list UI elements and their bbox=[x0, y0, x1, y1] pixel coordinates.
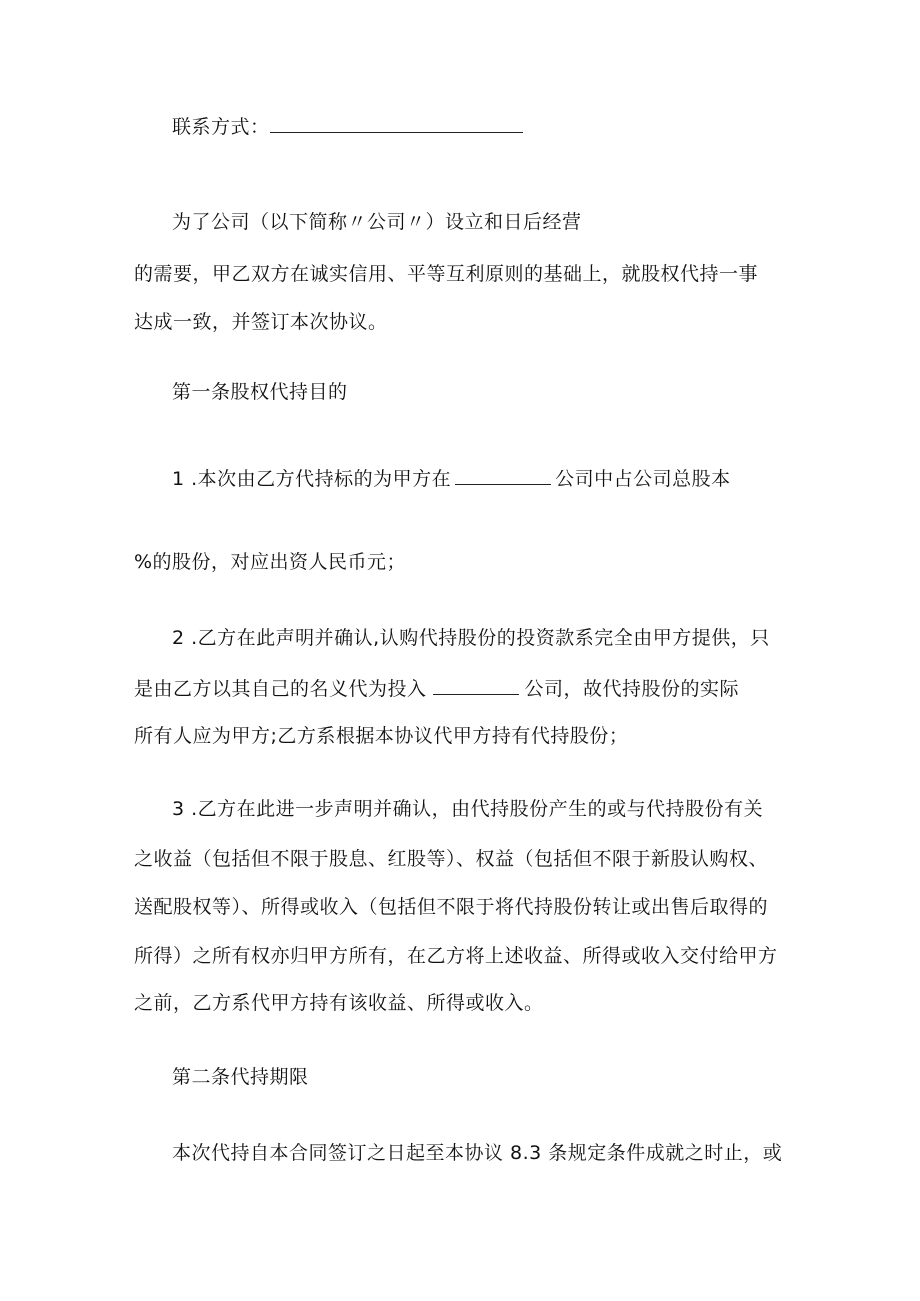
contact-blank bbox=[270, 114, 523, 133]
article1-item1-line2: %的股份，对应出资人民币元； bbox=[134, 551, 407, 573]
article1-item3-line1: 3 .乙方在此进一步声明并确认，由代持股份产生的或与代持股份有关 bbox=[172, 798, 764, 820]
article1-item2-line2 bbox=[134, 676, 739, 701]
article1-item3-line2: 之收益（包括但不限于股息、红股等）、权益（包括但不限于新股认购权、 bbox=[134, 848, 769, 870]
intro-line-3: 达成一致，并签订本次协议。 bbox=[134, 311, 388, 333]
article1-item3-line3: 送配股权等）、所得或收入（包括但不限于将代持股份转让或出售后取得的 bbox=[134, 896, 769, 918]
item1-prefix: 1 .本次由乙方代持标的为甲方在 bbox=[172, 468, 452, 490]
item2-prefix: 是由乙方以其自己的名义代为投入 bbox=[134, 678, 427, 700]
article1-item3-line5: 之前，乙方系代甲方持有该收益、所得或收入。 bbox=[134, 992, 544, 1014]
article1-heading: 第一条股权代持目的 bbox=[172, 381, 348, 403]
article1-item1-line1 bbox=[172, 466, 731, 491]
contact-line bbox=[172, 114, 523, 139]
contact-label: 联系方式： bbox=[172, 116, 270, 138]
article1-item3-line4: 所得）之所有权亦归甲方所有，在乙方将上述收益、所得或收入交付给甲方 bbox=[134, 945, 778, 967]
intro-line-2: 的需要，甲乙双方在诚实信用、平等互利原则的基础上，就股权代持一事 bbox=[134, 263, 759, 285]
article1-item2-line3: 所有人应为甲方;乙方系根据本协议代甲方持有代持股份； bbox=[134, 725, 629, 747]
item2-blank bbox=[433, 676, 519, 695]
article1-item2-line1: 2 .乙方在此声明并确认,认购代持股份的投资款系完全由甲方提供，只 bbox=[172, 627, 770, 649]
article2-line1: 本次代持自本合同签订之日起至本协议 8.3 条规定条件成就之时止，或 bbox=[172, 1142, 783, 1164]
item1-blank bbox=[455, 466, 551, 485]
item1-suffix: 公司中占公司总股本 bbox=[555, 468, 731, 490]
article2-heading: 第二条代持期限 bbox=[172, 1066, 309, 1088]
item2-suffix: 公司，故代持股份的实际 bbox=[524, 678, 740, 700]
intro-line-1: 为了公司（以下简称〃公司〃）设立和日后经营 bbox=[172, 211, 582, 233]
